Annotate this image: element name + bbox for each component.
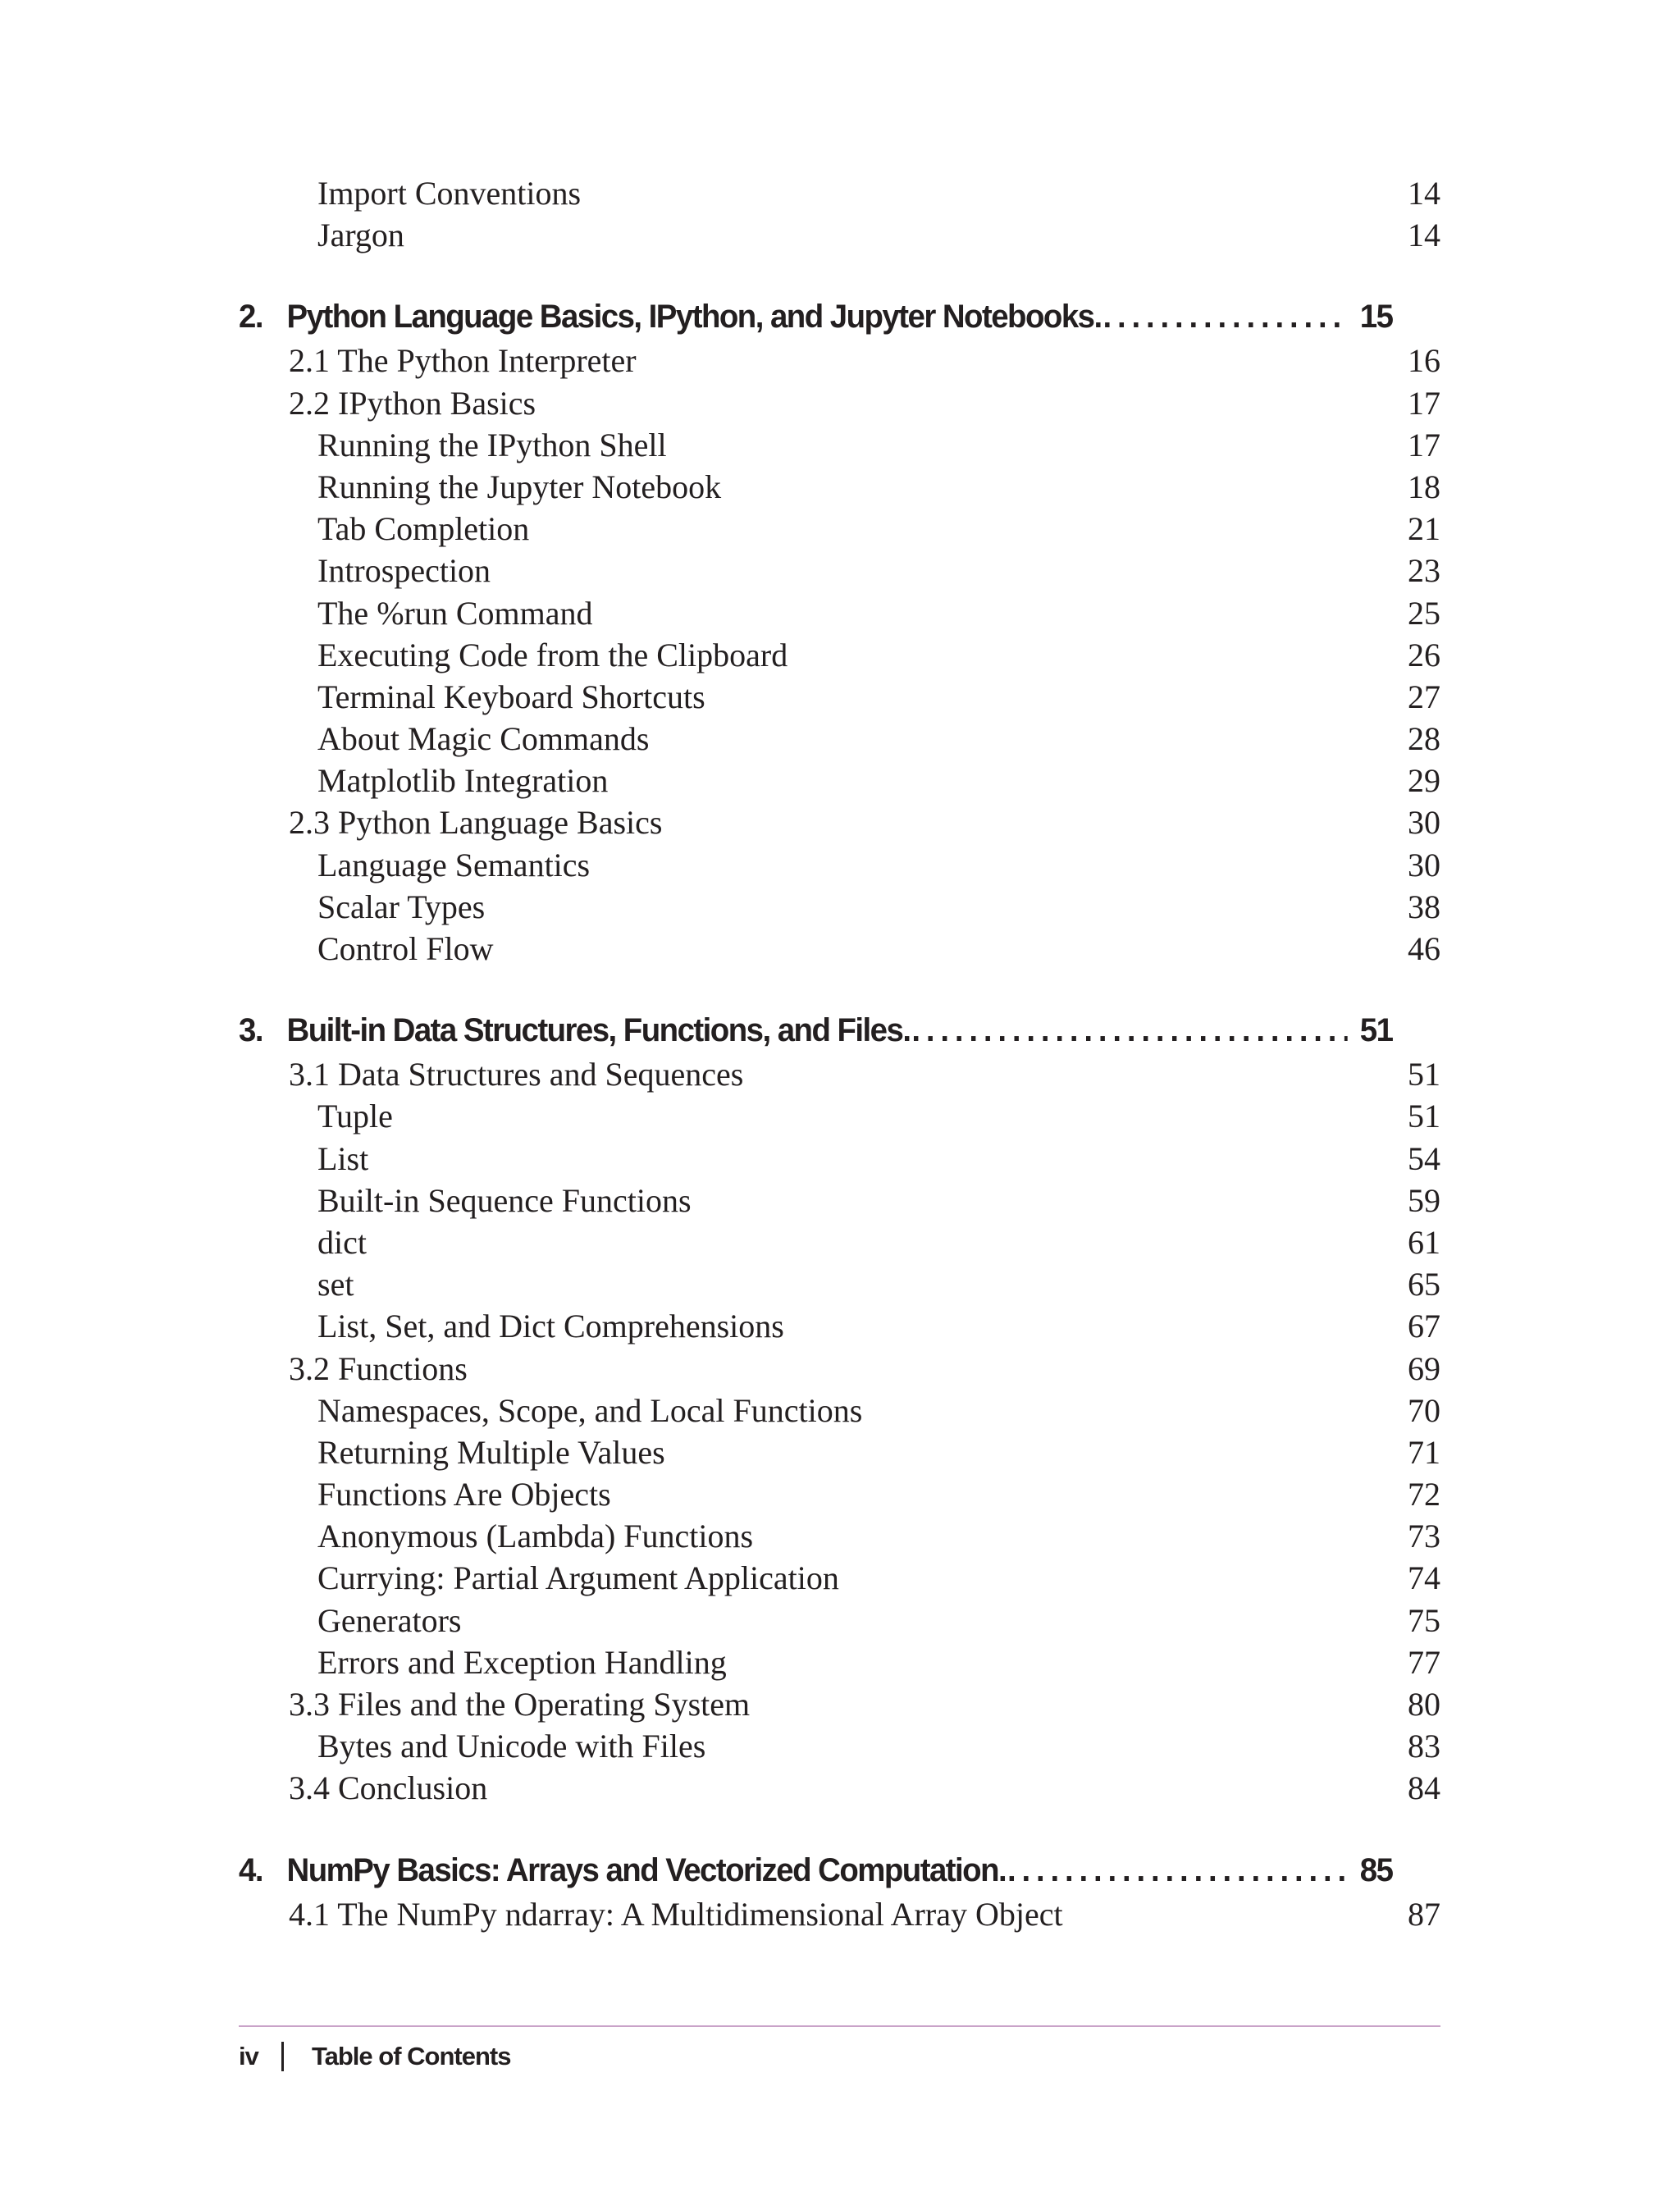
toc-subsection-entry [239, 1095, 1440, 1137]
toc-entry-page: 38 [1408, 888, 1440, 925]
toc-entry-page: 72 [1408, 1476, 1440, 1513]
toc-entry-page: 67 [1408, 1308, 1440, 1345]
toc-subsection-entry [239, 1305, 1440, 1347]
toc-entry-title: Executing Code from the Clipboard [317, 636, 788, 673]
toc-entry-title: List [317, 1139, 369, 1177]
toc-entry-title: Terminal Keyboard Shortcuts [317, 678, 705, 715]
toc-entry-title: Running the Jupyter Notebook [317, 468, 722, 505]
toc-subsection-entry [239, 1221, 1440, 1263]
toc-entry-page: 51 [1408, 1098, 1440, 1135]
toc-entry-title: 3.3 Files and the Operating System [289, 1686, 751, 1723]
toc-entry-page: 23 [1408, 552, 1440, 590]
page-number: iv [239, 2042, 258, 2070]
toc-entry-page: 30 [1408, 804, 1440, 842]
toc-entry-title: Bytes and Unicode with Files [317, 1728, 706, 1765]
toc-section-entry [239, 1767, 1440, 1809]
toc-entry-title: Tab Completion [317, 510, 530, 548]
toc-entry-page: 65 [1408, 1266, 1440, 1303]
toc-entry-title: Matplotlib Integration [317, 762, 609, 800]
chapter-page: 85 [1359, 1851, 1393, 1888]
dot-leader [911, 1007, 1347, 1053]
toc-entry-title: set [317, 1266, 354, 1303]
toc-subsection-entry [239, 760, 1440, 801]
toc-entry-title: Jargon [317, 217, 404, 254]
toc-subsection-entry [239, 1263, 1440, 1305]
toc-entry-page: 70 [1408, 1391, 1440, 1429]
toc-entry-page: 61 [1408, 1223, 1440, 1261]
toc-subsection-entry [239, 1473, 1440, 1515]
toc-subsection-entry [239, 1180, 1440, 1221]
toc-subsection-entry [239, 466, 1440, 508]
toc-entry-title: Introspection [317, 552, 491, 590]
toc-entry-page: 28 [1408, 720, 1440, 758]
toc-subsection-entry [239, 634, 1440, 676]
toc-entry-page: 18 [1408, 468, 1440, 505]
toc-section-entry [239, 1893, 1440, 1935]
toc-entry-title: Returning Multiple Values [317, 1433, 665, 1471]
toc-entry-title: 3.2 Functions [289, 1349, 468, 1387]
toc-subsection-entry [239, 1390, 1440, 1431]
toc-entry-page: 14 [1408, 175, 1440, 212]
chapter-page: 51 [1359, 1012, 1393, 1049]
toc-subsection-entry [239, 1641, 1440, 1683]
toc-entry-title: Control Flow [317, 930, 494, 967]
chapter-heading-4 [239, 1847, 1392, 1893]
toc-subsection-entry [239, 592, 1440, 634]
toc-entry-page: 14 [1408, 217, 1440, 254]
toc-entry-page: 17 [1408, 426, 1440, 463]
toc-entry-page: 16 [1408, 342, 1440, 380]
toc-entry-title: Namespaces, Scope, and Local Functions [317, 1391, 863, 1429]
toc-entry-title: Anonymous (Lambda) Functions [317, 1518, 754, 1555]
toc-entry-title: 3.4 Conclusion [289, 1769, 488, 1807]
toc-subsection-entry [239, 1557, 1440, 1599]
toc-entry-title: dict [317, 1223, 367, 1261]
toc-entry-title: Functions Are Objects [317, 1476, 611, 1513]
toc-entry-title: 3.1 Data Structures and Sequences [289, 1056, 744, 1093]
toc-subsection-entry [239, 676, 1440, 718]
dot-leader [1007, 1847, 1347, 1893]
chapter-number: 3. [239, 1012, 262, 1049]
toc-entry-page: 21 [1408, 510, 1440, 548]
chapter-entries [239, 1893, 1440, 1935]
chapter-entries [239, 340, 1440, 970]
footer-separator [281, 2042, 284, 2071]
toc-entry-page: 29 [1408, 762, 1440, 800]
toc-entry-page: 87 [1408, 1895, 1440, 1933]
toc-entry-title: Import Conventions [317, 175, 582, 212]
toc-subsection-entry [239, 1725, 1440, 1767]
toc-section-entry [239, 801, 1440, 843]
toc-entry-title: Currying: Partial Argument Application [317, 1559, 839, 1597]
toc-subsection-entry [239, 844, 1440, 886]
toc-entry-page: 69 [1408, 1349, 1440, 1387]
chapter-title: NumPy Basics: Arrays and Vectorized Computation. [286, 1851, 1007, 1888]
table-of-contents [239, 172, 1440, 1935]
toc-section-entry [239, 1053, 1440, 1095]
toc-entry-title: 4.1 The NumPy ndarray: A Multidimensional Array Object [289, 1895, 1063, 1933]
toc-subsection-entry [239, 718, 1440, 760]
toc-entry-page: 27 [1408, 678, 1440, 715]
toc-subsection-entry [239, 424, 1440, 466]
toc-section-entry [239, 340, 1440, 381]
dot-leader [1103, 294, 1348, 340]
toc-entry-title: Running the IPython Shell [317, 426, 667, 463]
toc-entry [239, 214, 1440, 256]
toc-entry-title: 2.2 IPython Basics [289, 384, 536, 422]
toc-entry-title: 2.1 The Python Interpreter [289, 342, 637, 380]
toc-subsection-entry [239, 886, 1440, 928]
toc-entry-page: 84 [1408, 1769, 1440, 1807]
toc-subsection-entry [239, 1138, 1440, 1180]
toc-entry-title: The %run Command [317, 594, 593, 632]
toc-entry-page: 83 [1408, 1728, 1440, 1765]
toc-entry-page: 74 [1408, 1559, 1440, 1597]
toc-entry-title: Errors and Exception Handling [317, 1643, 727, 1681]
toc-entry-page: 71 [1408, 1433, 1440, 1471]
toc-entry-page: 59 [1408, 1181, 1440, 1219]
toc-subsection-entry [239, 550, 1440, 591]
toc-subsection-entry [239, 1431, 1440, 1473]
chapter-title: Python Language Basics, IPython, and Jupyter Notebooks. [286, 299, 1102, 336]
toc-entry-page: 51 [1408, 1056, 1440, 1093]
toc-entry-page: 73 [1408, 1518, 1440, 1555]
toc-entry [239, 172, 1440, 214]
page-footer [239, 2036, 510, 2077]
toc-subsection-entry [239, 508, 1440, 550]
toc-entry-title: 2.3 Python Language Basics [289, 804, 663, 842]
toc-entry-page: 77 [1408, 1643, 1440, 1681]
toc-entry-page: 54 [1408, 1139, 1440, 1177]
toc-entry-page: 17 [1408, 384, 1440, 422]
footer-divider [239, 2025, 1440, 2027]
toc-entry-page: 30 [1408, 846, 1440, 883]
toc-section-entry [239, 1348, 1440, 1390]
toc-entry-page: 25 [1408, 594, 1440, 632]
running-head: Table of Contents [312, 2042, 511, 2070]
toc-section-entry [239, 1683, 1440, 1725]
chapter-entries [239, 1053, 1440, 1809]
chapter-heading-2 [239, 294, 1392, 340]
chapter-page: 15 [1359, 299, 1393, 336]
chapter-number: 4. [239, 1851, 262, 1888]
toc-entry-page: 80 [1408, 1686, 1440, 1723]
toc-entry-title: Scalar Types [317, 888, 486, 925]
chapter-number: 2. [239, 299, 262, 336]
chapter-heading-3 [239, 1007, 1392, 1053]
toc-entry-title: Language Semantics [317, 846, 591, 883]
toc-entry-title: Tuple [317, 1098, 393, 1135]
toc-entry-page: 46 [1408, 930, 1440, 967]
toc-subsection-entry [239, 928, 1440, 970]
toc-entry-page: 26 [1408, 636, 1440, 673]
toc-entry-title: Generators [317, 1601, 462, 1639]
toc-subsection-entry [239, 1515, 1440, 1557]
toc-entry-title: About Magic Commands [317, 720, 650, 758]
toc-entry-title: List, Set, and Dict Comprehensions [317, 1308, 784, 1345]
toc-entry-title: Built-in Sequence Functions [317, 1181, 692, 1219]
toc-subsection-entry [239, 1600, 1440, 1641]
toc-entry-page: 75 [1408, 1601, 1440, 1639]
toc-section-entry [239, 382, 1440, 424]
chapter-title: Built-in Data Structures, Functions, and Files. [286, 1012, 911, 1049]
